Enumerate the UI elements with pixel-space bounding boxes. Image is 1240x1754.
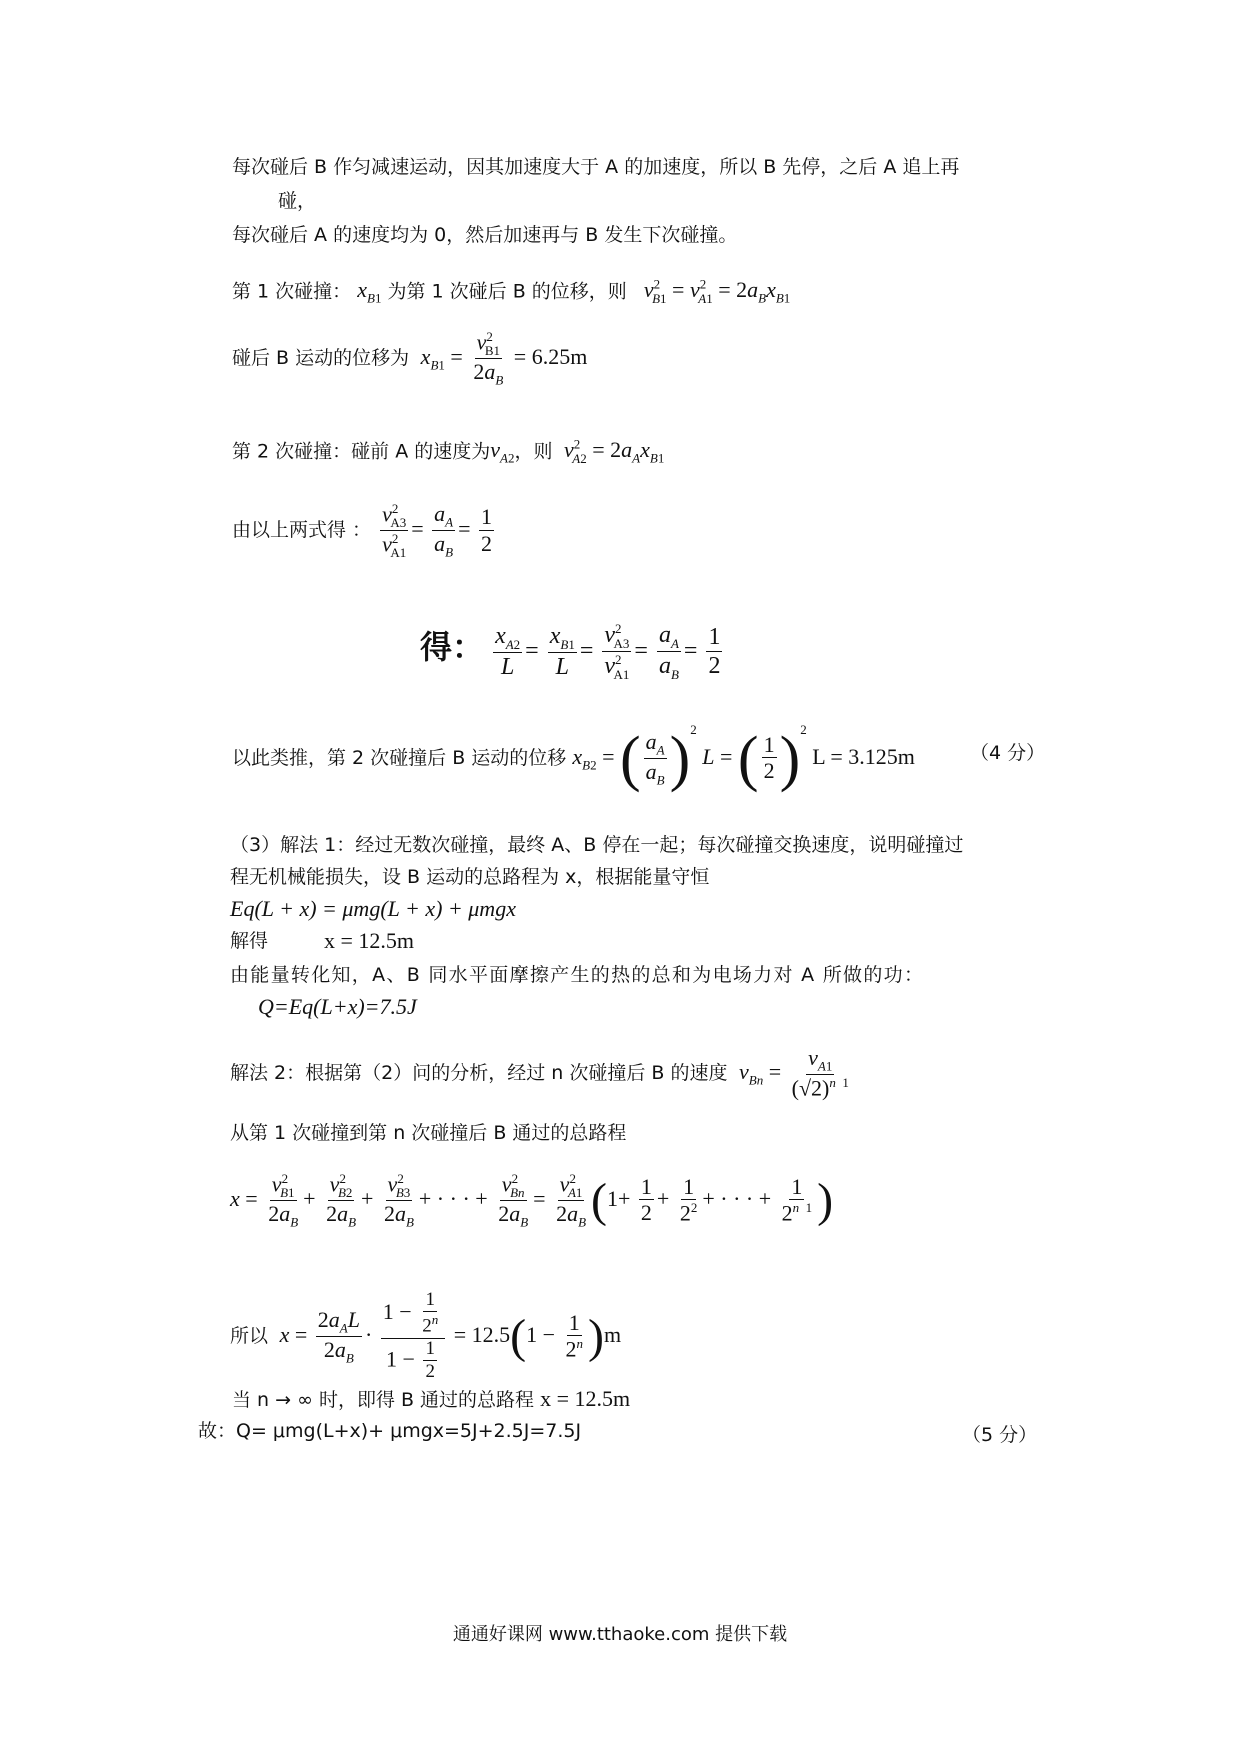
collision1-disp-row — [232, 330, 587, 388]
half-denominator: 2 — [481, 530, 493, 556]
collision1-disp-label: 碰后 B 运动的位移为 — [232, 347, 410, 370]
collision1-disp-value: 6.25m — [531, 344, 588, 370]
collision2-then: ，则 — [514, 440, 553, 463]
method2-so: 所以 — [230, 1324, 269, 1347]
analogy-value: L = 3.125m — [812, 743, 915, 769]
part3-line-1: （3）解法 1：经过无数次碰撞，最终 A、B 停在一起；每次碰撞交换速度，说明碰撞过 — [230, 834, 964, 856]
method2-sum-equation: x = $\frac{v^2_{B1}}{2a_B}$ + $\frac{v^2_{B2}}{2a_B}$ + $\frac{v^2_{B3}}{2a_B}$ + · · · + $\frac{v^2_{Bn}}{2a_B}$ = $\frac{v^2_{A1}}{2a_B}$ (1+ $\frac{1}{2}$ + $\frac{1}{2^2}$ + · · · + $\frac{1}{2^{n 1}}$ ) — [230, 1171, 834, 1230]
result-equation: $\frac{x_{A2}}{L}$ = $\frac{x_{B1}}{L}$ = $\frac{v^2_{A3}}{v^2_{A1}}$ = $\frac{a_A}{a_B}$ = $\frac{1}{2}$ — [495, 621, 721, 682]
analogy-score: （4 分） — [970, 742, 1046, 764]
part3-solve-value: x = 12.5m — [324, 928, 415, 953]
part3-solve-label: 解得 — [230, 930, 269, 952]
part3-energy-text: 由能量转化知，A、B 同水平面摩擦产生的热的总和为电场力对 A 所做的功： — [230, 964, 925, 986]
method2-so-equation: x = $\frac{2a_AL}{2a_B}$ · 1 − $\frac{1}{2^n}$ 1 − $\frac{1}{2}$ = 12.5(1 − $\frac{1}{2^n}$ )m — [279, 1289, 622, 1382]
collision2-row: 第 2 次碰撞：碰前 A 的速度为$v_{A2}$，则 $v^2_{A2} = 2a_Ax_{B1}$ — [232, 437, 665, 466]
part3-equation: Eq(L + x) = μmg(L + x) + μmgx — [230, 896, 516, 921]
footer-text: 通通好课网 www.tthaoke.com 提供下载 — [452, 1624, 788, 1645]
method2-final: 故：Q= μmg(L+x)+ μmgx=5J+2.5J=7.5J — [198, 1420, 582, 1442]
intro-line-2: 碰， — [278, 190, 317, 212]
method2-limit-value: x = 12.5m — [540, 1386, 631, 1411]
collision1-text: 为第 1 次碰后 B 的位移，则 — [387, 280, 627, 303]
method2-score: （5 分） — [962, 1424, 1038, 1446]
part3-line-2: 程无机械能损失，设 B 运动的总路程为 x，根据能量守恒 — [230, 866, 710, 888]
collision1-equation: $v^2_{B1} = v^2_{A1} = 2a_Bx_{B1}$ — [643, 277, 791, 306]
analogy-text: 以此类推，第 2 次碰撞后 B 运动的位移 — [232, 746, 567, 769]
collision1-row: 第 1 次碰撞： $x_{B1}$ 为第 1 次碰后 B 的位移，则 $v^2_{B1} = v^2_{A1} = 2a_Bx_{B1}$ — [232, 277, 791, 306]
method2-so-value: = 12.5 — [453, 1321, 511, 1347]
collision2-from-two: 由以上两式得 ： — [232, 519, 372, 542]
collision2-ratio-equation: $\frac{v^2_{A3}}{v^2_{A1}}$ = $\frac{a_A}{a_B}$ = $\frac{1}{2}$ — [382, 501, 493, 560]
method2-so-row — [230, 1290, 621, 1384]
collision2-equation: $v^2_{A2} = 2a_Ax_{B1}$ — [564, 437, 665, 466]
collision1-label: 第 1 次碰撞： — [232, 280, 352, 303]
result-de: 得： — [420, 627, 485, 666]
collision2-ratio-row — [232, 502, 497, 560]
method2-unit: m — [604, 1321, 622, 1347]
method2-text: 解法 2：根据第（2）问的分析，经过 n 次碰撞后 B 的速度 — [230, 1061, 728, 1084]
method2-limit-row — [232, 1382, 630, 1417]
part3-Q: Q=Eq(L+x)=7.5J — [258, 994, 417, 1019]
method2-row — [230, 1046, 854, 1101]
collision1-disp-equation: $x_{B1}$ = $\frac{v^2_{B1}}{2a_B}$ = 6.25m — [420, 329, 588, 388]
result-row — [420, 622, 725, 682]
method2-limit-text: 当 n → ∞ 时，即得 B 通过的总路程 — [232, 1389, 535, 1411]
intro-line-1: 每次碰后 B 作匀减速运动，因其加速度大于 A 的加速度，所以 B 先停，之后 A 追上再 — [232, 156, 960, 178]
half-numerator: 1 — [481, 504, 493, 530]
collision2-label: 第 2 次碰撞：碰前 A 的速度为 — [232, 440, 491, 463]
analogy-equation: $x_{B2}$ = ( $\frac{a_A}{a_B}$ )$^2$ L = ( $\frac{1}{2}$ )$^2$ L = 3.125m — [572, 721, 915, 793]
method2-path-text: 从第 1 次碰撞到第 n 次碰撞后 B 通过的总路程 — [230, 1122, 627, 1144]
method2-velocity: $v_{Bn}$ = $\frac{v_{A1}}{(√2)^{n 1}}$ — [739, 1045, 849, 1101]
analogy-row — [232, 721, 915, 793]
intro-line-3: 每次碰后 A 的速度均为 0，然后加速再与 B 发生下次碰撞。 — [232, 224, 738, 246]
